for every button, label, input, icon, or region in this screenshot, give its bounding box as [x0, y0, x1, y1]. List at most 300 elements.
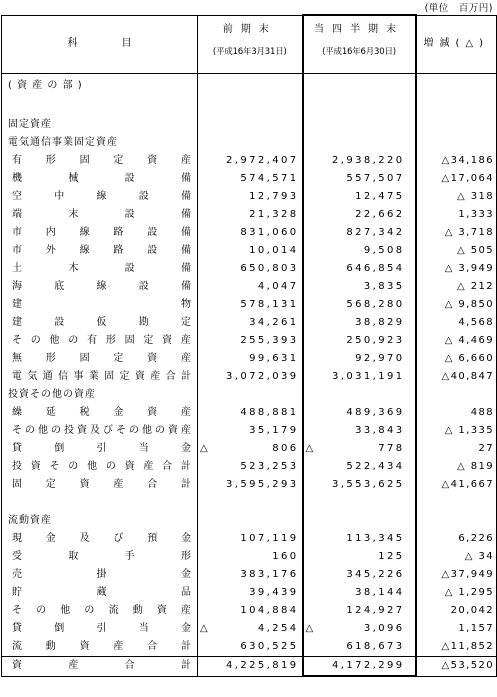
difference-cell: [416, 134, 497, 152]
diff-header-label: 増減(△): [423, 38, 489, 50]
difference-cell: [416, 458, 497, 476]
row-label: 流動資産: [8, 515, 52, 526]
table-row: [2, 206, 497, 224]
label-char: 金: [113, 407, 124, 418]
prev-period-cell: [198, 368, 303, 386]
row-label: [12, 638, 197, 656]
label-char: 土: [12, 263, 22, 274]
prev-period-cell: [198, 350, 303, 368]
current-period-cell-value: 3,553,625: [332, 479, 405, 490]
prev-period-cell: [198, 116, 303, 134]
current-period-cell-value: 33,843: [355, 425, 405, 436]
row-label: [12, 566, 197, 584]
label-char: 引: [96, 443, 107, 454]
current-period-cell: [303, 152, 416, 170]
prev-period-cell: [198, 404, 303, 422]
label-char: 流: [12, 641, 22, 652]
prev-period-cell-value: 806: [272, 443, 299, 454]
label-char: そ: [116, 425, 126, 436]
prev-period-cell-value: 383,176: [240, 569, 299, 580]
prev-period-cell-value: 107,119: [240, 533, 299, 544]
label-char: 産: [180, 605, 191, 616]
label-char: 備: [180, 173, 191, 184]
current-period-cell-value: 113,345: [346, 533, 405, 544]
table-row: [2, 386, 497, 404]
table-row: [2, 152, 497, 170]
label-char: 流: [108, 605, 119, 616]
difference-cell-value: △11,852: [441, 641, 494, 652]
prev-period-cell: [198, 278, 303, 296]
difference-cell-value: 488: [470, 407, 494, 418]
label-char: 建: [12, 317, 22, 328]
label-char: の: [25, 425, 35, 436]
difference-cell-value: △ 3,718: [444, 227, 494, 238]
label-char: 合: [162, 461, 173, 472]
label-char: 固: [124, 335, 135, 346]
difference-cell: [416, 116, 497, 134]
label-char: 形: [45, 155, 56, 166]
prev-period-cell: [198, 476, 303, 494]
label-char: 手: [124, 551, 135, 562]
difference-cell: [416, 152, 497, 170]
label-char: 気: [27, 371, 38, 382]
current-period-cell-value: 92,970: [355, 353, 405, 364]
prev-period-cell: [198, 152, 303, 170]
row-label: [12, 602, 197, 620]
label-char: 線: [79, 227, 90, 238]
row-label-cell: [2, 278, 198, 296]
label-char: そ: [12, 335, 22, 346]
difference-cell: [416, 224, 497, 242]
table-row: [2, 422, 497, 440]
table-row: [2, 566, 497, 584]
prev-period-title: 前期末: [222, 23, 277, 35]
row-label-cell: [2, 512, 198, 530]
current-period-cell-value: 2,938,220: [332, 155, 405, 166]
label-char: 貸: [12, 443, 22, 454]
label-char: 当: [138, 623, 149, 634]
current-period-cell: [303, 368, 416, 386]
difference-cell-value: 1,333: [458, 209, 494, 220]
row-label-cell: [2, 152, 198, 170]
row-label-cell: [2, 584, 198, 602]
label-char: 線: [79, 245, 90, 256]
row-label-cell: [2, 602, 198, 620]
label-char: 海: [12, 281, 22, 292]
difference-cell-value: △ 9,850: [444, 299, 494, 310]
item-column-header: [2, 15, 198, 74]
difference-cell: [416, 332, 497, 350]
label-char: 内: [45, 227, 56, 238]
current-period-cell-value: 778: [378, 443, 405, 454]
difference-cell-value: △40,847: [441, 371, 494, 382]
label-char: 設: [147, 245, 158, 256]
prev-period-cell-value: 578,131: [240, 299, 299, 310]
label-char: 仮: [96, 317, 107, 328]
label-char: 事: [73, 371, 84, 382]
label-char: 金: [181, 623, 191, 634]
label-char: 合: [124, 660, 135, 672]
row-label-cell: [2, 476, 198, 494]
prev-period-cell-value: 3,595,293: [226, 479, 299, 490]
balance-sheet-table: [1, 14, 497, 677]
difference-cell: [416, 530, 497, 548]
negative-mark: △: [200, 623, 208, 634]
current-period-cell-value: 12,475: [355, 191, 405, 202]
table-row: [2, 584, 497, 602]
total-prev-cell-value: 4,225,819: [226, 660, 299, 672]
prev-period-cell: [198, 170, 303, 188]
label-char: 業: [88, 371, 99, 382]
prev-period-cell: [198, 98, 303, 116]
table-row: [2, 332, 497, 350]
row-label-cell: [2, 638, 198, 657]
difference-cell: [416, 638, 497, 657]
total-label-cell: [2, 657, 198, 677]
difference-cell-value: 20,042: [450, 605, 494, 616]
label-char: 形: [45, 353, 56, 364]
label-char: 産: [143, 461, 154, 472]
label-char: 形: [105, 335, 116, 346]
label-char: 固: [104, 371, 115, 382]
row-label-cell: [2, 314, 198, 332]
row-label-cell: [2, 206, 198, 224]
table-row: [2, 278, 497, 296]
label-char: 設: [147, 227, 158, 238]
label-char: 備: [181, 281, 191, 292]
table-row: [2, 440, 497, 458]
current-period-cell: [303, 386, 416, 404]
prev-period-cell: [198, 602, 303, 620]
label-char: の: [36, 605, 47, 616]
negative-mark: △: [200, 443, 208, 454]
label-char: 及: [90, 425, 100, 436]
label-char: 信: [58, 371, 69, 382]
current-column-header: [303, 15, 416, 74]
label-char: 金: [45, 533, 56, 544]
difference-cell: [416, 188, 497, 206]
label-char: そ: [49, 461, 60, 472]
row-label: [12, 476, 197, 494]
label-char: 計: [180, 641, 191, 652]
total-current-cell: [303, 657, 416, 677]
label-char: 市: [12, 227, 22, 238]
prev-period-cell: [198, 548, 303, 566]
label-char: 金: [181, 443, 191, 454]
label-char: 設: [124, 173, 135, 184]
row-label: [12, 188, 197, 206]
label-char: 資: [134, 371, 145, 382]
row-label: 投資その他の資産: [8, 389, 96, 400]
prev-column-header: [198, 15, 303, 74]
current-period-cell: [303, 350, 416, 368]
row-label-cell: [2, 566, 198, 584]
label-char: 設: [124, 263, 135, 274]
difference-cell: [416, 566, 497, 584]
row-label-cell: [2, 260, 198, 278]
label-char: 空: [12, 191, 22, 202]
difference-cell-value: 1,157: [458, 623, 494, 634]
difference-cell-value: △ 819: [457, 461, 494, 472]
prev-period-cell: [198, 242, 303, 260]
current-period-cell-value: 3,835: [363, 281, 405, 292]
label-char: 資: [147, 407, 158, 418]
difference-cell-value: 27: [478, 443, 494, 454]
current-period-date: (平成16年6月30日): [322, 47, 396, 57]
current-period-cell: [303, 224, 416, 242]
label-char: 建: [12, 299, 22, 310]
label-char: 資: [12, 660, 22, 672]
row-label-cell: [2, 404, 198, 422]
label-char: 末: [68, 209, 79, 220]
table-row: [2, 404, 497, 422]
row-label-cell: [2, 296, 198, 314]
difference-cell: [416, 170, 497, 188]
prev-period-cell: [198, 188, 303, 206]
row-label: [12, 530, 197, 548]
row-label: [12, 458, 197, 476]
current-period-cell: [303, 278, 416, 296]
label-char: 計: [180, 371, 191, 382]
label-char: 産: [181, 425, 191, 436]
label-char: 機: [12, 173, 22, 184]
row-label: [12, 548, 197, 566]
label-char: 路: [113, 245, 124, 256]
row-label: [12, 278, 197, 296]
label-char: 固: [79, 155, 90, 166]
label-char: 定: [113, 155, 124, 166]
prev-period-cell-value: 39,439: [249, 587, 299, 598]
prev-period-cell-value: 523,253: [240, 461, 299, 472]
row-label-cell: [2, 74, 198, 99]
unit-label: (単位 百万円): [424, 3, 493, 14]
current-period-cell: [303, 548, 416, 566]
blank-row: [2, 494, 497, 512]
current-period-cell: [303, 422, 416, 440]
current-period-cell-value: 345,226: [346, 569, 405, 580]
prev-period-cell-value: 21,328: [249, 209, 299, 220]
table-row: [2, 368, 497, 386]
current-period-cell-value: 646,854: [346, 263, 405, 274]
row-label-cell: [2, 116, 198, 134]
row-label: [12, 620, 197, 638]
prev-period-cell: [198, 458, 303, 476]
label-char: 売: [12, 569, 22, 580]
label-char: 電: [12, 371, 22, 382]
label-char: 外: [45, 245, 56, 256]
row-label: [12, 422, 197, 440]
current-period-cell: [303, 296, 416, 314]
current-period-cell: [303, 74, 416, 99]
row-label-cell: [2, 440, 198, 458]
current-period-cell-value: 125: [378, 551, 405, 562]
prev-period-cell: [198, 422, 303, 440]
label-char: 資: [124, 461, 135, 472]
current-period-cell: [303, 206, 416, 224]
table-row: [2, 458, 497, 476]
label-char: 線: [96, 191, 107, 202]
difference-cell: [416, 404, 497, 422]
row-label-cell: [2, 494, 198, 512]
difference-cell: [416, 368, 497, 386]
current-period-cell: [303, 584, 416, 602]
difference-cell-value: △34,186: [441, 155, 494, 166]
difference-cell: [416, 386, 497, 404]
current-period-title: 当四半期末: [314, 24, 404, 35]
prev-period-cell-value: 3,072,039: [226, 371, 299, 382]
current-period-cell-value: 124,927: [346, 605, 405, 616]
row-label-cell: [2, 134, 198, 152]
prev-period-cell: [198, 134, 303, 152]
label-char: の: [129, 425, 139, 436]
label-char: 資: [168, 425, 178, 436]
label-char: 投: [12, 461, 22, 472]
prev-period-cell-value: 2,972,407: [226, 155, 299, 166]
label-char: 計: [180, 479, 191, 490]
table-row: [2, 638, 497, 657]
current-period-cell: [303, 440, 416, 458]
label-char: 産: [180, 407, 191, 418]
label-char: の: [155, 425, 165, 436]
label-char: 定: [119, 371, 130, 382]
label-char: 税: [79, 407, 90, 418]
row-label-cell: [2, 458, 198, 476]
label-char: 当: [138, 443, 149, 454]
label-char: 投: [64, 425, 74, 436]
prev-period-cell: [198, 314, 303, 332]
prev-period-cell-value: 4,047: [257, 281, 299, 292]
table-header-row: [2, 15, 497, 74]
label-char: 及: [79, 533, 90, 544]
label-char: の: [68, 335, 79, 346]
label-char: 端: [12, 209, 22, 220]
total-difference-cell-value: △53,520: [441, 660, 494, 672]
difference-cell-value: △41,667: [441, 479, 494, 490]
current-period-cell: [303, 98, 416, 116]
difference-cell: [416, 260, 497, 278]
current-period-cell: [303, 458, 416, 476]
current-period-cell: [303, 170, 416, 188]
label-char: 通: [42, 371, 53, 382]
label-char: 繰: [12, 407, 22, 418]
difference-cell-value: △ 1,335: [444, 425, 494, 436]
label-char: 備: [180, 209, 191, 220]
label-char: そ: [12, 425, 22, 436]
current-period-cell: [303, 404, 416, 422]
label-char: 産: [113, 479, 124, 490]
row-label: [12, 350, 197, 368]
label-char: 備: [181, 191, 191, 202]
label-char: 合: [165, 371, 176, 382]
current-period-cell-value: 3,031,191: [332, 371, 405, 382]
difference-cell-value: △17,064: [441, 173, 494, 184]
prev-period-cell-value: 35,179: [249, 425, 299, 436]
label-char: 預: [147, 533, 158, 544]
row-label: [12, 152, 197, 170]
current-period-cell-value: 3,096: [363, 623, 405, 634]
difference-cell: [416, 494, 497, 512]
label-char: 産: [180, 155, 191, 166]
label-char: 資: [162, 335, 173, 346]
row-label: 電気通信事業固定資産: [8, 137, 118, 148]
total-prev-cell: [198, 657, 303, 677]
prev-period-cell: [198, 638, 303, 657]
prev-period-cell: [198, 260, 303, 278]
row-label-cell: [2, 188, 198, 206]
difference-cell: [416, 422, 497, 440]
label-char: 他: [142, 425, 152, 436]
table-row: [2, 188, 497, 206]
row-label-cell: [2, 386, 198, 404]
prev-period-cell-value: 34,261: [249, 317, 299, 328]
difference-cell: [416, 512, 497, 530]
label-char: 資: [30, 461, 41, 472]
label-char: 掛: [96, 569, 107, 580]
label-char: 定: [45, 479, 56, 490]
table-row: [2, 602, 497, 620]
label-char: 有: [12, 155, 22, 166]
label-char: の: [51, 425, 61, 436]
label-char: そ: [12, 605, 22, 616]
difference-cell-value: △ 6,660: [444, 353, 494, 364]
label-char: 現: [12, 533, 22, 544]
difference-cell: [416, 98, 497, 116]
current-period-cell-value: 618,673: [346, 641, 405, 652]
current-period-cell: [303, 512, 416, 530]
current-period-cell-value: 38,144: [355, 587, 405, 598]
table-row: [2, 170, 497, 188]
current-period-cell: [303, 476, 416, 494]
row-label: ( 資 産 の 部 ): [8, 80, 83, 91]
difference-cell-value: △ 318: [457, 191, 494, 202]
difference-cell-value: △ 1,295: [444, 587, 494, 598]
label-char: 倒: [54, 623, 65, 634]
label-char: 産: [180, 353, 191, 364]
table-row: [2, 548, 497, 566]
label-char: び: [113, 533, 124, 544]
row-label-cell: [2, 170, 198, 188]
label-char: の: [84, 605, 95, 616]
prev-period-cell-value: 4,254: [257, 623, 299, 634]
current-period-cell: [303, 638, 416, 657]
current-period-cell-value: 557,507: [346, 173, 405, 184]
negative-mark: △: [305, 443, 314, 454]
prev-period-cell-value: 12,793: [249, 191, 299, 202]
row-label-cell: [2, 350, 198, 368]
label-char: 設: [138, 191, 149, 202]
difference-cell-value: △ 212: [457, 281, 494, 292]
current-period-cell: [303, 188, 416, 206]
prev-period-cell: [198, 74, 303, 99]
label-char: 品: [181, 587, 191, 598]
label-char: 械: [68, 173, 79, 184]
difference-cell: [416, 74, 497, 99]
prev-period-cell: [198, 566, 303, 584]
label-char: 有: [87, 335, 98, 346]
label-char: 計: [180, 660, 191, 672]
current-period-cell-value: 522,434: [346, 461, 405, 472]
label-char: 資: [147, 155, 158, 166]
label-char: 産: [68, 660, 79, 672]
label-char: 金: [180, 533, 191, 544]
current-period-cell-value: 22,662: [355, 209, 405, 220]
prev-period-cell: [198, 224, 303, 242]
current-period-cell: [303, 602, 416, 620]
prev-period-cell-value: 104,884: [240, 605, 299, 616]
current-period-cell: [303, 494, 416, 512]
label-char: 資: [79, 641, 90, 652]
difference-cell-value: 6,226: [458, 533, 494, 544]
